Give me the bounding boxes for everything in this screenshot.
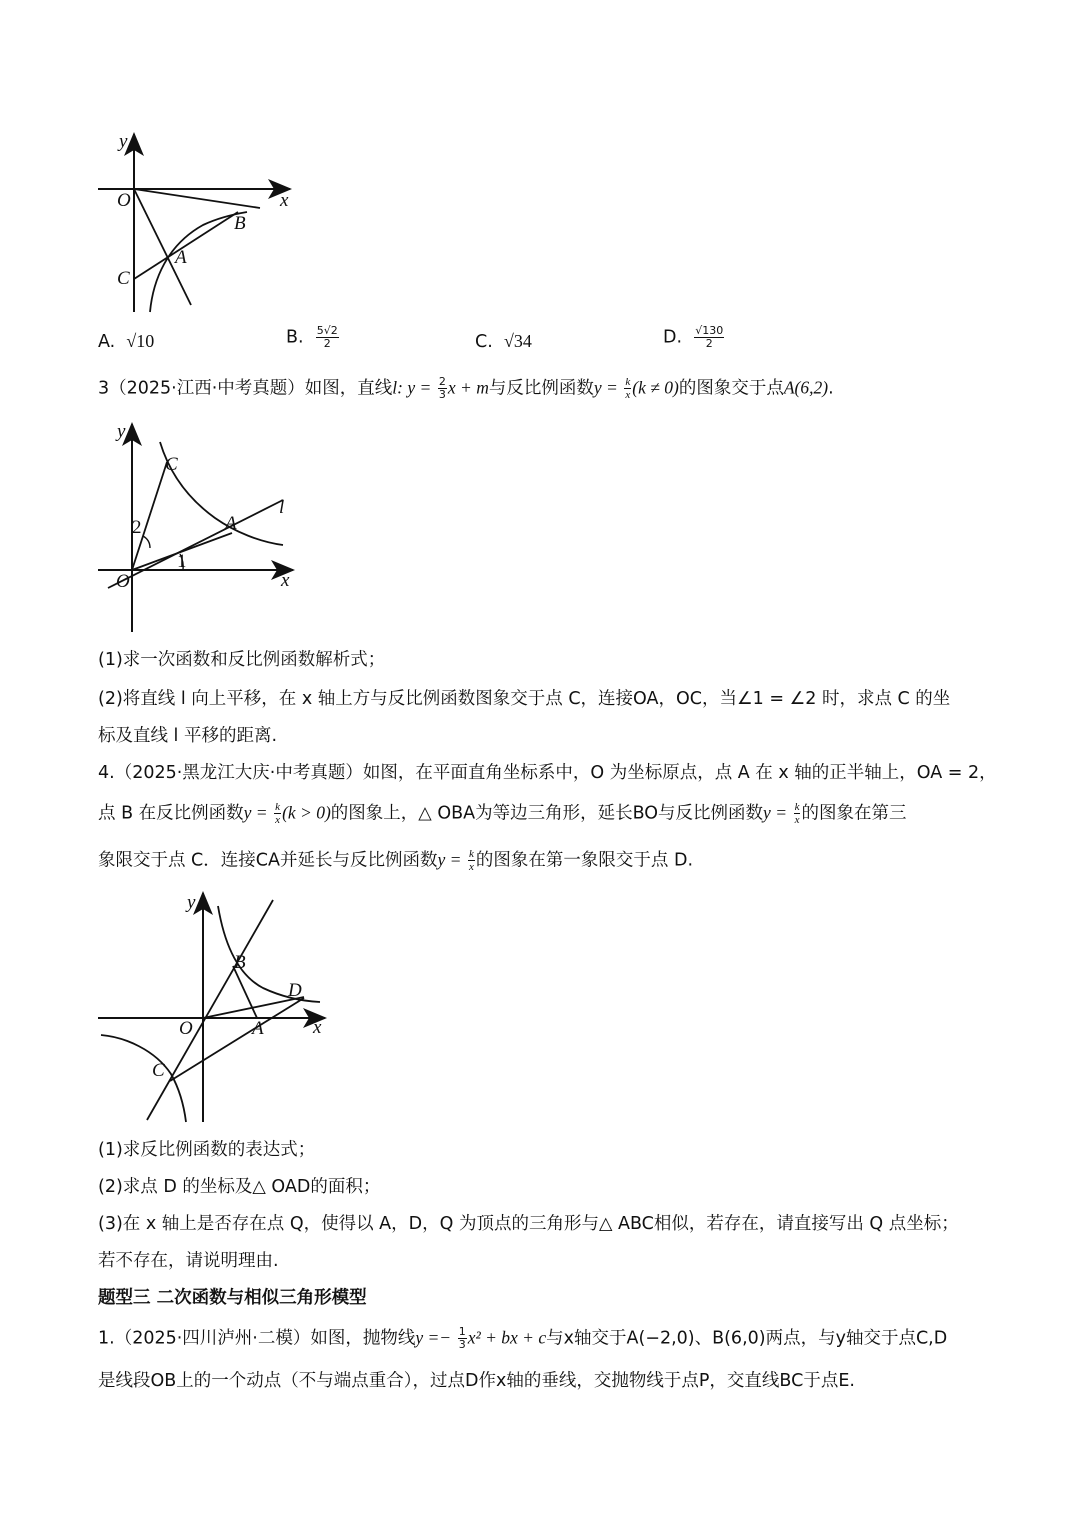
label-a: A bbox=[225, 513, 237, 534]
q4-part-3-line-2: 若不存在，请说明理由. bbox=[98, 1251, 279, 1271]
q4-line-2: 点 B 在反比例函数y = $\frac{k}{x}$ (k > 0)的图象上，△ OBA为等边三角形，延长BO与反比例函数y = $\frac{k}{x}$ 的图象在第三 bbox=[98, 801, 907, 826]
q4-line-3: 象限交于点 C．连接CA并延长与反比例函数y = $\frac{k}{x}$ 的图象在第一象限交于点 D. bbox=[98, 848, 694, 873]
label-c: C bbox=[165, 454, 178, 475]
q4-part-2: (2)求点 D 的坐标及△ OAD的面积； bbox=[98, 1177, 381, 1197]
label-o: O bbox=[117, 190, 131, 211]
figure-3 bbox=[95, 888, 340, 1128]
label-c: C bbox=[117, 268, 130, 289]
label-y: y bbox=[117, 421, 126, 442]
hyperbola-curve bbox=[150, 212, 247, 312]
label-angle-2: 2 bbox=[132, 517, 142, 538]
figure-2 bbox=[95, 420, 305, 635]
option-c: C. √34 bbox=[475, 331, 532, 352]
q5-line-2: 是线段OB上的一个动点（不与端点重合），过点D作x轴的垂线，交抛物线于点P，交直线BC于点E. bbox=[98, 1371, 855, 1391]
label-y: y bbox=[119, 131, 128, 152]
line-oc bbox=[132, 462, 167, 570]
q3-part-1: (1)求一次函数和反比例函数解析式； bbox=[98, 650, 386, 670]
label-l: l bbox=[279, 497, 285, 518]
section-title: 题型三 二次函数与相似三角形模型 bbox=[98, 1288, 367, 1308]
q4-part-1: (1)求反比例函数的表达式； bbox=[98, 1140, 316, 1160]
line-l bbox=[108, 500, 283, 588]
option-d: D. $\frac{√130}{2}$ bbox=[663, 324, 724, 350]
hyperbola-curve bbox=[160, 442, 283, 545]
figure-1 bbox=[95, 130, 305, 315]
q4-part-3-line-1: (3)在 x 轴上是否存在点 Q，使得以 A，D，Q 为顶点的三角形与△ ABC相似，若存在，请直接写出 Q 点坐标； bbox=[98, 1214, 959, 1234]
label-x: x bbox=[280, 190, 289, 211]
hyperbola-third-quadrant bbox=[101, 1035, 186, 1122]
label-o: O bbox=[179, 1018, 193, 1039]
label-x: x bbox=[281, 570, 290, 591]
label-b: B bbox=[234, 952, 246, 973]
line-ob bbox=[134, 189, 260, 208]
q3-stem: 3（2025·江西·中考真题）如图，直线l: y = $\frac{2}{3}$ x + m与反比例函数y = $\frac{k}{x}$ (k ≠ 0)的图象交于点A(6,2). bbox=[98, 375, 834, 401]
label-a: A bbox=[175, 247, 187, 268]
angle-2-arc bbox=[143, 536, 150, 548]
label-x: x bbox=[313, 1017, 322, 1038]
label-o: O bbox=[116, 571, 130, 592]
label-angle-1: 1 bbox=[177, 551, 187, 572]
label-d: D bbox=[288, 980, 302, 1001]
label-c: C bbox=[152, 1060, 165, 1081]
option-b: B. $\frac{5√2}{2}$ bbox=[286, 324, 338, 350]
label-y: y bbox=[187, 892, 196, 913]
q3-part-2-line-1: (2)将直线 l 向上平移，在 x 轴上方与反比例函数图象交于点 C，连接OA，OC，当∠1 = ∠2 时，求点 C 的坐 bbox=[98, 689, 951, 709]
q3-part-2-line-2: 标及直线 l 平移的距离. bbox=[98, 726, 278, 746]
label-b: B bbox=[234, 213, 246, 234]
label-a: A bbox=[252, 1018, 264, 1039]
option-a: A. √10 bbox=[98, 331, 155, 352]
q5-line-1: 1.（2025·四川泸州·二模）如图，抛物线y =− $\frac{1}{3}$ x² + bx + c与x轴交于A(−2,0)、B(6,0)两点，与y轴交于点C,D bbox=[98, 1325, 948, 1351]
q4-line-1: 4.（2025·黑龙江大庆·中考真题）如图，在平面直角坐标系中，O 为坐标原点，点 A 在 x 轴的正半轴上，OA = 2， bbox=[98, 763, 997, 783]
